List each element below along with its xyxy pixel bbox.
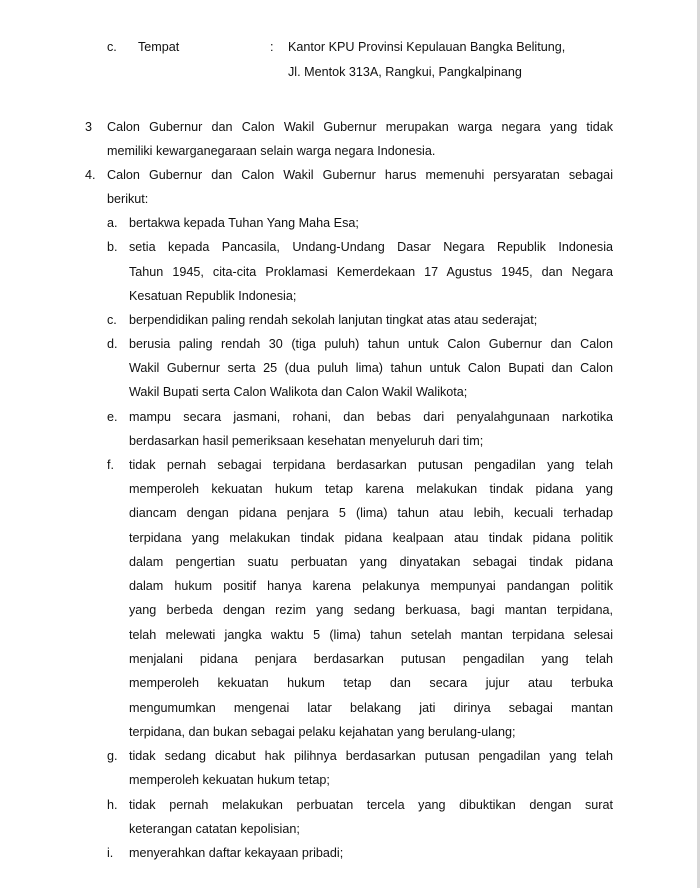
item-4-number: 4. xyxy=(85,168,96,182)
tempat-address-line-2: Jl. Mentok 313A, Rangkui, Pangkalpinang xyxy=(288,65,522,79)
subitem-h-line: keterangan catatan kepolisian; xyxy=(129,822,300,836)
subitem-e-marker: e. xyxy=(107,410,118,424)
item-3-number: 3 xyxy=(85,120,93,134)
subitem-f-line: dalam hukum positif hanya karena pelakunya mempunyai pandangan politik xyxy=(129,579,613,593)
subitem-i-marker: i. xyxy=(107,846,114,860)
subitem-g-line: memperoleh kekuatan hukum tetap; xyxy=(129,773,330,787)
subitem-g-line: tidak sedang dicabut hak pilihnya berdasarkan putusan pengadilan yang telah xyxy=(129,749,613,763)
subitem-f-line: menjalani pidana penjara berdasarkan putusan pengadilan yang telah xyxy=(129,652,613,666)
tempat-label: Tempat xyxy=(138,40,180,54)
subitem-b-line: Tahun 1945, cita-cita Proklamasi Kemerdekaan 17 Agustus 1945, dan Negara xyxy=(129,265,613,279)
tempat-colon: : xyxy=(270,40,274,54)
subitem-f-line: diancam dengan pidana penjara 5 (lima) tahun atau lebih, kecuali terhadap xyxy=(129,506,613,520)
subitem-f-line: telah melewati jangka waktu 5 (lima) tahun setelah mantan terpidana selesai xyxy=(129,628,613,642)
subitem-e-line: mampu secara jasmani, rohani, dan bebas dari penyalahgunaan narkotika xyxy=(129,410,613,424)
subitem-f-line: tidak pernah sebagai terpidana berdasarkan putusan pengadilan yang telah xyxy=(129,458,613,472)
subitem-d-line: Wakil Bupati serta Calon Walikota dan Calon Wakil Walikota; xyxy=(129,385,468,399)
subitem-d-line: Wakil Gubernur serta 25 (dua puluh lima) tahun untuk Calon Bupati dan Calon xyxy=(129,361,613,375)
subitem-f-line: mengumumkan mengenai latar belakang jati dirinya sebagai mantan xyxy=(129,701,613,715)
subitem-c-marker: c. xyxy=(107,313,117,327)
subitem-a-marker: a. xyxy=(107,216,118,230)
subitem-b-line: setia kepada Pancasila, Undang-Undang Dasar Negara Republik Indonesia xyxy=(129,240,613,254)
subitem-f-line: terpidana, dan bukan sebagai pelaku kejahatan yang berulang-ulang; xyxy=(129,725,516,739)
subitem-f-line: memperoleh kekuatan hukum tetap karena melakukan tindak pidana yang xyxy=(129,482,613,496)
item-3-line: Calon Gubernur dan Calon Wakil Gubernur merupakan warga negara yang tidak xyxy=(107,120,613,134)
item-3-line: memiliki kewarganegaraan selain warga negara Indonesia. xyxy=(107,144,436,158)
subitem-f-line: dalam pengertian suatu perbuatan yang dinyatakan sebagai tindak pidana xyxy=(129,555,613,569)
subitem-h-line: tidak pernah melakukan perbuatan tercela yang dibuktikan dengan surat xyxy=(129,798,613,812)
subitem-e-line: berdasarkan hasil pemeriksaan kesehatan menyeluruh dari tim; xyxy=(129,434,484,448)
subitem-a-line: bertakwa kepada Tuhan Yang Maha Esa; xyxy=(129,216,359,230)
subitem-f-line: memperoleh kekuatan hukum tetap dan secara jujur atau terbuka xyxy=(129,676,613,690)
item-4-line: berikut: xyxy=(107,192,149,206)
subitem-f-marker: f. xyxy=(107,458,114,472)
subitem-b-line: Kesatuan Republik Indonesia; xyxy=(129,289,297,303)
subitem-b-marker: b. xyxy=(107,240,118,254)
tempat-marker: c. xyxy=(107,40,117,54)
subitem-g-marker: g. xyxy=(107,749,118,763)
subitem-i-line: menyerahkan daftar kekayaan pribadi; xyxy=(129,846,344,860)
subitem-f-line: yang berbeda dengan rezim yang sedang berkuasa, bagi mantan terpidana, xyxy=(129,603,613,617)
subitem-f-line: terpidana yang melakukan tindak pidana kealpaan atau tindak pidana politik xyxy=(129,531,613,545)
item-4-line: Calon Gubernur dan Calon Wakil Gubernur harus memenuhi persyaratan sebagai xyxy=(107,168,613,182)
subitem-d-line: berusia paling rendah 30 (tiga puluh) tahun untuk Calon Gubernur dan Calon xyxy=(129,337,613,351)
subitem-c-line: berpendidikan paling rendah sekolah lanjutan tingkat atas atau sederajat; xyxy=(129,313,538,327)
subitem-d-marker: d. xyxy=(107,337,118,351)
tempat-address-line-1: Kantor KPU Provinsi Kepulauan Bangka Belitung, xyxy=(288,40,566,54)
subitem-h-marker: h. xyxy=(107,798,118,812)
